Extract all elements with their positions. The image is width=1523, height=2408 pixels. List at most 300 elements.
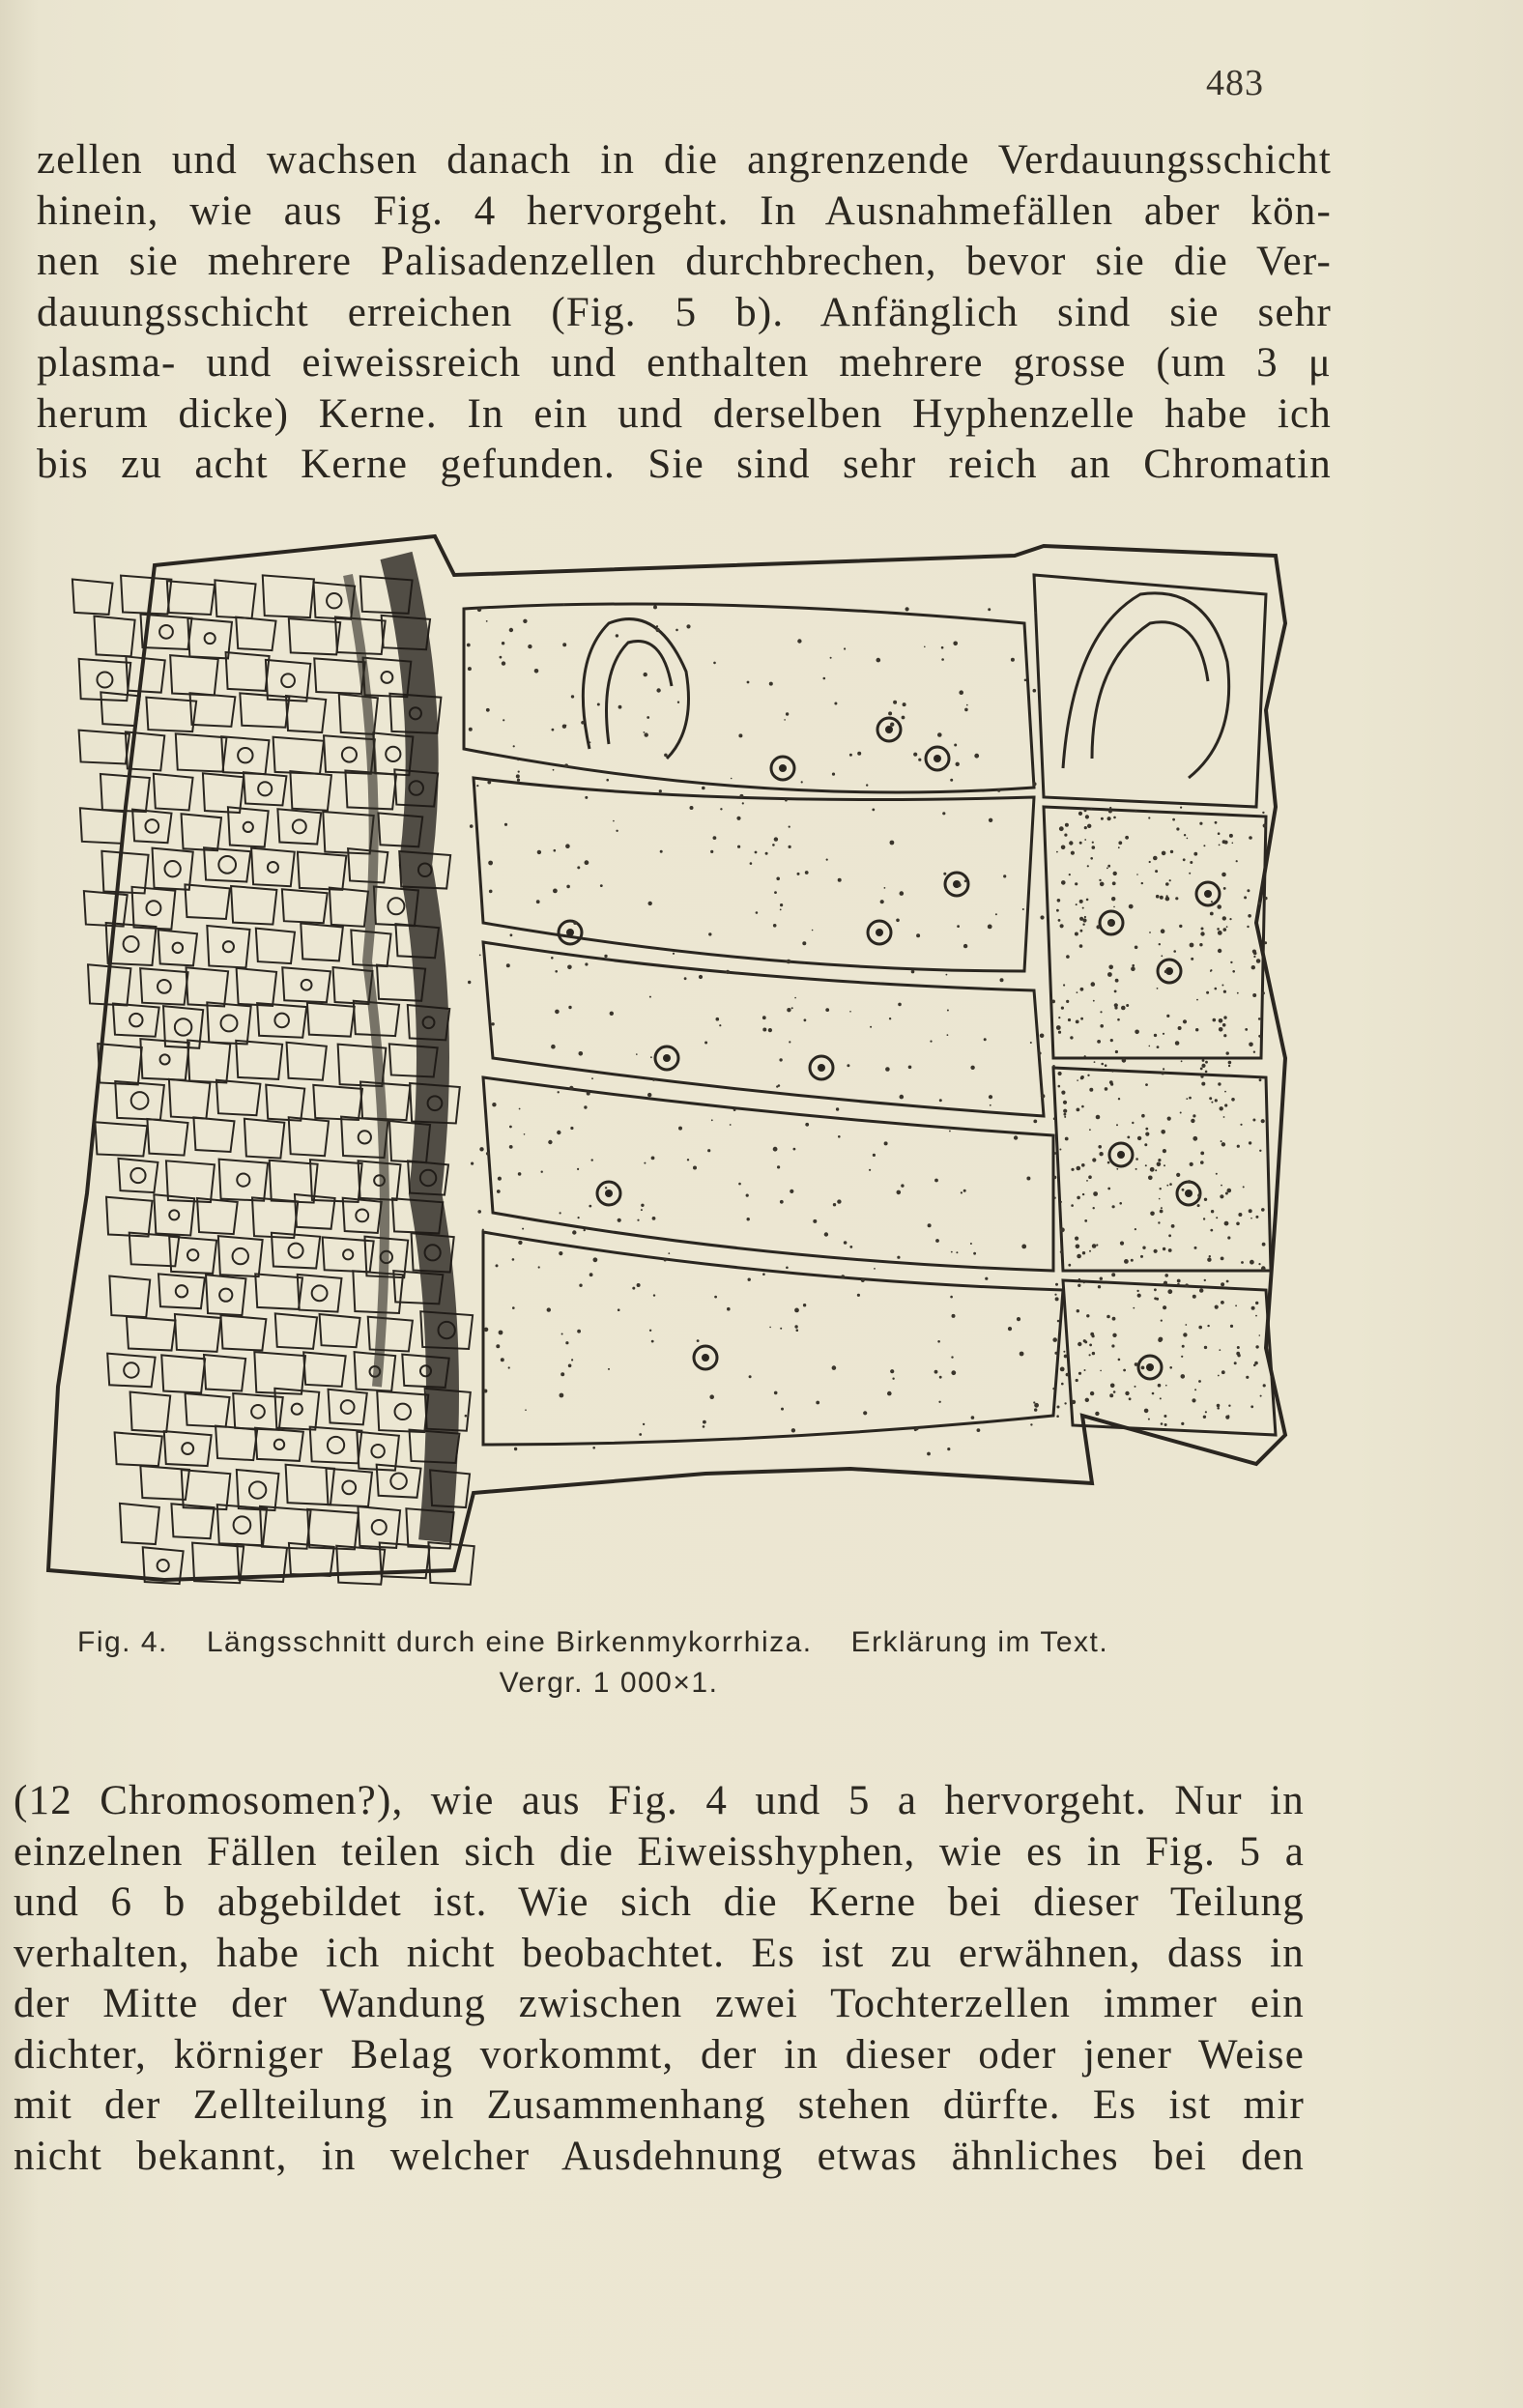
granule-dot bbox=[1251, 965, 1255, 969]
granule-dot bbox=[1148, 1419, 1150, 1420]
cell-nucleus bbox=[158, 980, 171, 993]
granule-dot bbox=[1220, 1194, 1223, 1198]
granule-dot bbox=[1118, 1098, 1120, 1100]
granule-dot bbox=[644, 1162, 646, 1164]
granule-dot bbox=[1071, 1168, 1074, 1171]
granule-dot bbox=[1200, 1075, 1203, 1078]
mantle-cell bbox=[164, 1431, 212, 1466]
granule-dot bbox=[1213, 1018, 1217, 1022]
granule-dot bbox=[1053, 1197, 1055, 1199]
cell-nucleus bbox=[292, 1404, 302, 1415]
mantle-cell bbox=[118, 1159, 158, 1192]
granule-dot bbox=[632, 1287, 635, 1290]
granule-dot bbox=[1075, 1237, 1078, 1241]
granule-dot bbox=[517, 779, 520, 782]
granule-dot bbox=[1167, 1289, 1172, 1294]
granule-dot bbox=[597, 703, 600, 706]
granule-dot bbox=[1221, 1282, 1224, 1286]
granule-dot bbox=[1221, 985, 1223, 987]
granule-dot bbox=[673, 953, 675, 955]
granule-dot bbox=[1194, 1247, 1197, 1249]
granule-dot bbox=[1209, 1097, 1212, 1100]
granule-dot bbox=[946, 974, 948, 976]
granule-dot bbox=[566, 885, 570, 889]
granule-dot bbox=[1120, 1242, 1124, 1246]
granule-dot bbox=[1135, 1168, 1137, 1170]
granule-dot bbox=[1218, 1375, 1220, 1377]
granule-dot bbox=[1059, 826, 1064, 831]
granule-dot bbox=[963, 1190, 966, 1192]
granule-dot bbox=[1113, 817, 1116, 819]
granule-dot bbox=[1052, 1337, 1057, 1342]
granule-dot bbox=[1161, 1422, 1164, 1425]
granule-dot bbox=[560, 1393, 564, 1398]
mantle-cell bbox=[298, 852, 346, 890]
granule-dot bbox=[508, 1366, 510, 1368]
granule-dot bbox=[786, 712, 789, 715]
granule-dot bbox=[1199, 943, 1202, 946]
granule-dot bbox=[901, 1184, 904, 1187]
granule-dot bbox=[1163, 1247, 1165, 1250]
nucleolus bbox=[934, 755, 941, 762]
granule-dot bbox=[1164, 1164, 1165, 1166]
granule-dot bbox=[1157, 988, 1159, 989]
granule-dot bbox=[1132, 1122, 1134, 1124]
granule-dot bbox=[604, 955, 607, 958]
granule-dot bbox=[1261, 1208, 1265, 1212]
granule-dot bbox=[1092, 1158, 1096, 1161]
granule-dot bbox=[1089, 1354, 1091, 1356]
granule-dot bbox=[571, 1359, 573, 1361]
granule-dot bbox=[641, 1204, 644, 1207]
granule-dot bbox=[563, 604, 565, 606]
granule-dot bbox=[836, 1107, 839, 1110]
granule-dot bbox=[1230, 961, 1232, 963]
granule-dot bbox=[708, 932, 711, 935]
granule-dot bbox=[1135, 1228, 1136, 1230]
cell-nucleus bbox=[390, 1473, 407, 1489]
granule-dot bbox=[748, 1278, 751, 1281]
granule-dot bbox=[755, 851, 758, 854]
granule-dot bbox=[1058, 1085, 1061, 1088]
granule-dot bbox=[1221, 873, 1226, 877]
granule-dot bbox=[1181, 1374, 1186, 1379]
granule-dot bbox=[786, 1267, 789, 1270]
mantle-cell bbox=[215, 580, 255, 618]
granule-dot bbox=[1226, 1051, 1229, 1054]
granule-dot bbox=[1202, 1059, 1205, 1062]
granule-dot bbox=[1177, 1279, 1181, 1283]
cell-nucleus bbox=[159, 625, 173, 639]
granule-dot bbox=[1175, 1041, 1180, 1046]
granule-dot bbox=[618, 1218, 621, 1222]
granule-dot bbox=[716, 1018, 720, 1021]
granule-dot bbox=[1149, 1046, 1151, 1047]
granule-dot bbox=[1219, 1018, 1223, 1023]
mantle-cell bbox=[190, 693, 236, 727]
figure-caption bbox=[77, 1626, 1256, 1700]
granule-dot bbox=[491, 1022, 494, 1025]
mantle-cell bbox=[113, 1004, 159, 1037]
granule-dot bbox=[1089, 1129, 1091, 1131]
granule-dot bbox=[1071, 1204, 1074, 1207]
granule-dot bbox=[1132, 964, 1135, 967]
granule-dot bbox=[606, 779, 609, 782]
granule-dot bbox=[1052, 1065, 1055, 1068]
mantle-cell bbox=[207, 1002, 250, 1044]
mantle-cell bbox=[255, 1428, 303, 1461]
granule-dot bbox=[1054, 1294, 1056, 1296]
mantle-cell bbox=[107, 1354, 155, 1388]
granule-dot bbox=[551, 1045, 556, 1049]
granule-dot bbox=[1196, 999, 1198, 1001]
granule-dot bbox=[709, 1394, 714, 1399]
granule-dot bbox=[644, 673, 647, 676]
granule-dot bbox=[1091, 808, 1093, 810]
granule-dot bbox=[578, 1217, 580, 1218]
granule-dot bbox=[1204, 1198, 1207, 1201]
granule-dot bbox=[1190, 861, 1193, 864]
cell-nucleus bbox=[274, 1014, 289, 1028]
granule-dot bbox=[613, 820, 615, 822]
granule-dot bbox=[1078, 812, 1082, 816]
granule-dot bbox=[465, 1415, 468, 1418]
granule-dot bbox=[1176, 1173, 1180, 1177]
granule-dot bbox=[1056, 851, 1058, 853]
granule-dot bbox=[1181, 1060, 1183, 1062]
granule-dot bbox=[797, 639, 801, 643]
granule-dot bbox=[660, 850, 663, 853]
cortex-cell bbox=[1053, 1068, 1271, 1271]
granule-dot bbox=[567, 965, 572, 970]
granule-dot bbox=[1187, 838, 1189, 840]
granule-dot bbox=[605, 1187, 607, 1189]
granule-dot bbox=[1150, 1212, 1155, 1217]
granule-dot bbox=[1154, 1288, 1157, 1291]
mantle-cell bbox=[330, 888, 368, 927]
granule-dot bbox=[1216, 1173, 1218, 1175]
granule-dot bbox=[1144, 1143, 1147, 1146]
granule-dot bbox=[785, 799, 788, 802]
mantle-cell bbox=[216, 1080, 260, 1115]
granule-dot bbox=[963, 944, 967, 948]
granule-dot bbox=[1011, 658, 1015, 662]
granule-dot bbox=[816, 1401, 819, 1405]
granule-dot bbox=[1169, 1183, 1172, 1186]
text-line: mit der Zellteilung in Zusammenhang stehen dürfte. Es ist mir bbox=[14, 2082, 1305, 2128]
granule-dot bbox=[1057, 899, 1061, 903]
mantle-cell bbox=[219, 1160, 269, 1201]
granule-dot bbox=[1182, 1345, 1185, 1348]
granule-dot bbox=[1060, 1250, 1063, 1253]
granule-dot bbox=[498, 1177, 502, 1181]
granule-dot bbox=[616, 634, 618, 637]
nucleolus bbox=[1204, 890, 1212, 898]
granule-dot bbox=[830, 657, 832, 659]
granule-dot bbox=[1064, 1402, 1066, 1404]
mantle-cell bbox=[237, 1470, 279, 1510]
granule-dot bbox=[592, 1447, 595, 1449]
text-line: plasma- und eiweissreich und enthalten mehrere grosse (um 3 μ bbox=[37, 340, 1332, 386]
granule-dot bbox=[1248, 914, 1251, 918]
granule-dot bbox=[951, 1251, 953, 1253]
granule-dot bbox=[641, 1209, 643, 1211]
granule-dot bbox=[1227, 1189, 1232, 1193]
granule-dot bbox=[1200, 932, 1204, 935]
granule-dot bbox=[1112, 1071, 1114, 1073]
granule-dot bbox=[593, 1257, 598, 1262]
granule-dot bbox=[1071, 851, 1075, 855]
granule-dot bbox=[1080, 1018, 1083, 1020]
granule-dot bbox=[1034, 612, 1036, 614]
cell-nucleus bbox=[258, 782, 272, 795]
granule-dot bbox=[747, 1218, 750, 1220]
granule-dot bbox=[503, 719, 504, 721]
granule-dot bbox=[1060, 1227, 1065, 1232]
granule-dot bbox=[1223, 1034, 1226, 1037]
cell-nucleus bbox=[97, 673, 112, 688]
granule-dot bbox=[1090, 1333, 1094, 1336]
mantle-cell bbox=[368, 1317, 413, 1352]
granule-dot bbox=[1083, 1339, 1086, 1342]
granule-dot bbox=[1250, 1218, 1252, 1219]
granule-dot bbox=[1052, 1388, 1054, 1390]
granule-dot bbox=[687, 1159, 689, 1161]
mantle-cell bbox=[314, 658, 365, 694]
granule-dot bbox=[554, 849, 557, 852]
mantle-cell bbox=[329, 1390, 367, 1425]
granule-dot bbox=[502, 661, 505, 665]
mantle-cell bbox=[193, 1117, 234, 1152]
granule-dot bbox=[501, 1358, 504, 1362]
mantle-cell bbox=[255, 1274, 302, 1309]
granule-dot bbox=[1217, 1404, 1221, 1408]
granule-dot bbox=[776, 877, 780, 881]
granule-dot bbox=[470, 824, 474, 828]
granule-dot bbox=[1135, 811, 1136, 813]
granule-dot bbox=[1113, 872, 1117, 875]
mantle-cell bbox=[204, 847, 250, 881]
granule-dot bbox=[989, 818, 992, 822]
granule-dot bbox=[1099, 879, 1101, 881]
granule-dot bbox=[1216, 1217, 1218, 1218]
granule-dot bbox=[777, 1165, 780, 1168]
granule-dot bbox=[1040, 1034, 1045, 1039]
granule-dot bbox=[1263, 1384, 1266, 1387]
nucleolus bbox=[605, 1190, 613, 1197]
text-line: nen sie mehrere Palisadenzellen durchbrechen, bevor sie die Ver- bbox=[37, 239, 1332, 284]
granule-dot bbox=[525, 1409, 527, 1411]
granule-dot bbox=[825, 1008, 829, 1012]
granule-dot bbox=[1100, 1024, 1104, 1028]
granule-dot bbox=[608, 1368, 610, 1370]
mantle-cell bbox=[231, 886, 276, 925]
granule-dot bbox=[1259, 1150, 1261, 1152]
granule-dot bbox=[1254, 1362, 1258, 1365]
granule-dot bbox=[1180, 807, 1182, 809]
granule-dot bbox=[1095, 1412, 1099, 1416]
granule-dot bbox=[1112, 1317, 1116, 1321]
granule-dot bbox=[1057, 1320, 1060, 1323]
granule-dot bbox=[1122, 1058, 1127, 1063]
granule-dot bbox=[1101, 1063, 1104, 1066]
granule-dot bbox=[647, 1093, 651, 1097]
granule-dot bbox=[1064, 1116, 1066, 1118]
granule-dot bbox=[1217, 904, 1221, 909]
granule-dot bbox=[790, 1190, 793, 1193]
cell-nucleus bbox=[219, 1289, 232, 1302]
granule-dot bbox=[647, 716, 649, 719]
granule-dot bbox=[577, 866, 580, 869]
nucleolus bbox=[702, 1354, 709, 1362]
mantle-cell bbox=[320, 1314, 360, 1347]
granule-dot bbox=[487, 781, 491, 785]
text-line: dauungsschicht erreichen (Fig. 5 b). Anfänglich sind sie sehr bbox=[37, 289, 1332, 335]
granule-dot bbox=[869, 1169, 871, 1171]
granule-dot bbox=[1056, 909, 1059, 912]
granule-dot bbox=[1026, 1177, 1030, 1181]
granule-dot bbox=[1107, 972, 1112, 977]
granule-dot bbox=[1154, 1034, 1157, 1037]
granule-dot bbox=[1231, 1098, 1235, 1102]
granule-dot bbox=[797, 873, 800, 875]
granule-dot bbox=[1186, 1098, 1188, 1100]
granule-dot bbox=[1100, 1011, 1102, 1013]
granule-dot bbox=[1082, 1251, 1085, 1254]
granule-dot bbox=[988, 925, 992, 930]
granule-dot bbox=[1172, 818, 1175, 821]
granule-dot bbox=[714, 1296, 717, 1299]
granule-dot bbox=[1155, 870, 1158, 873]
mantle-cell bbox=[206, 1275, 245, 1315]
mantle-cell bbox=[343, 1198, 382, 1233]
granule-dot bbox=[956, 762, 960, 766]
granule-dot bbox=[517, 759, 519, 760]
granule-dot bbox=[1136, 874, 1138, 875]
granule-dot bbox=[1057, 1406, 1060, 1409]
granule-dot bbox=[964, 708, 968, 712]
granule-dot bbox=[1076, 1245, 1080, 1249]
granule-dot bbox=[1097, 1040, 1101, 1044]
cell-nucleus bbox=[233, 1248, 248, 1264]
granule-dot bbox=[1261, 1266, 1266, 1271]
granule-dot bbox=[1220, 1106, 1223, 1110]
granule-dot bbox=[512, 1258, 515, 1261]
granule-dot bbox=[989, 1095, 992, 1099]
granule-dot bbox=[943, 767, 945, 769]
granule-dot bbox=[1160, 1397, 1162, 1399]
granule-dot bbox=[479, 955, 481, 957]
granule-dot bbox=[569, 1086, 573, 1090]
granule-dot bbox=[1179, 925, 1182, 928]
granule-dot bbox=[1063, 1351, 1065, 1353]
granule-dot bbox=[504, 823, 507, 826]
granule-dot bbox=[1058, 1072, 1062, 1075]
granule-dot bbox=[1135, 946, 1138, 950]
granule-dot bbox=[489, 890, 493, 894]
granule-dot bbox=[1250, 1260, 1254, 1265]
granule-dot bbox=[483, 1390, 487, 1393]
mantle-cell bbox=[98, 1044, 142, 1084]
cell-nucleus bbox=[302, 980, 312, 990]
mantle-cell bbox=[95, 1122, 147, 1156]
granule-dot bbox=[737, 846, 740, 848]
granule-dot bbox=[519, 1108, 521, 1110]
granule-dot bbox=[585, 796, 588, 799]
granule-dot bbox=[1223, 887, 1226, 890]
granule-dot bbox=[1157, 1162, 1162, 1167]
granule-dot bbox=[1141, 882, 1143, 884]
granule-dot bbox=[1163, 1149, 1166, 1153]
granule-dot bbox=[844, 647, 846, 649]
granule-dot bbox=[1039, 1052, 1042, 1055]
granule-dot bbox=[1264, 941, 1267, 944]
granule-dot bbox=[653, 605, 657, 609]
granule-dot bbox=[1113, 1390, 1116, 1393]
granule-dot bbox=[990, 1104, 991, 1106]
granule-dot bbox=[789, 846, 791, 848]
granule-dot bbox=[476, 785, 478, 787]
granule-dot bbox=[903, 702, 906, 706]
granule-dot bbox=[1058, 919, 1061, 922]
granule-dot bbox=[1145, 1083, 1148, 1086]
granule-dot bbox=[1099, 1152, 1103, 1156]
granule-dot bbox=[643, 1423, 645, 1425]
granule-dot bbox=[1030, 1423, 1032, 1425]
granule-dot bbox=[952, 1314, 956, 1318]
granule-dot bbox=[1083, 1281, 1085, 1283]
granule-dot bbox=[774, 1391, 778, 1395]
granule-dot bbox=[538, 1266, 540, 1268]
mantle-cell bbox=[216, 1426, 257, 1461]
mantle-cell bbox=[207, 926, 249, 967]
granule-dot bbox=[570, 1127, 573, 1130]
mantle-cell bbox=[277, 809, 321, 844]
granule-dot bbox=[1163, 1033, 1164, 1035]
granule-dot bbox=[1143, 1357, 1145, 1359]
mantle-cell bbox=[176, 733, 227, 771]
granule-dot bbox=[1159, 943, 1161, 945]
granule-dot bbox=[710, 850, 713, 853]
granule-dot bbox=[844, 1241, 848, 1245]
granule-dot bbox=[1145, 1128, 1148, 1131]
granule-dot bbox=[1238, 1213, 1242, 1217]
granule-dot bbox=[649, 1330, 651, 1332]
granule-dot bbox=[1078, 1342, 1081, 1346]
granule-dot bbox=[801, 781, 803, 783]
mantle-cell bbox=[158, 930, 197, 965]
granule-dot bbox=[1065, 823, 1069, 827]
granule-dot bbox=[1249, 836, 1252, 840]
granule-dot bbox=[644, 731, 646, 733]
granule-dot bbox=[1109, 1080, 1113, 1084]
granule-dot bbox=[1131, 966, 1135, 971]
granule-dot bbox=[1197, 1193, 1201, 1197]
mantle-cell bbox=[252, 1197, 298, 1238]
granule-dot bbox=[1135, 1362, 1138, 1366]
granule-dot bbox=[1077, 1196, 1080, 1200]
mantle-cell bbox=[323, 812, 373, 853]
mantle-cell bbox=[303, 1352, 345, 1386]
granule-dot bbox=[1259, 1334, 1261, 1336]
granule-dot bbox=[1166, 1185, 1168, 1187]
granule-dot bbox=[572, 1230, 576, 1234]
mantle-cell bbox=[154, 774, 193, 811]
granule-dot bbox=[1241, 1261, 1244, 1264]
text-line: herum dicke) Kerne. In ein und derselben Hyphenzelle habe ich bbox=[37, 390, 1332, 437]
granule-dot bbox=[1084, 1369, 1086, 1371]
granule-dot bbox=[1201, 1082, 1205, 1086]
